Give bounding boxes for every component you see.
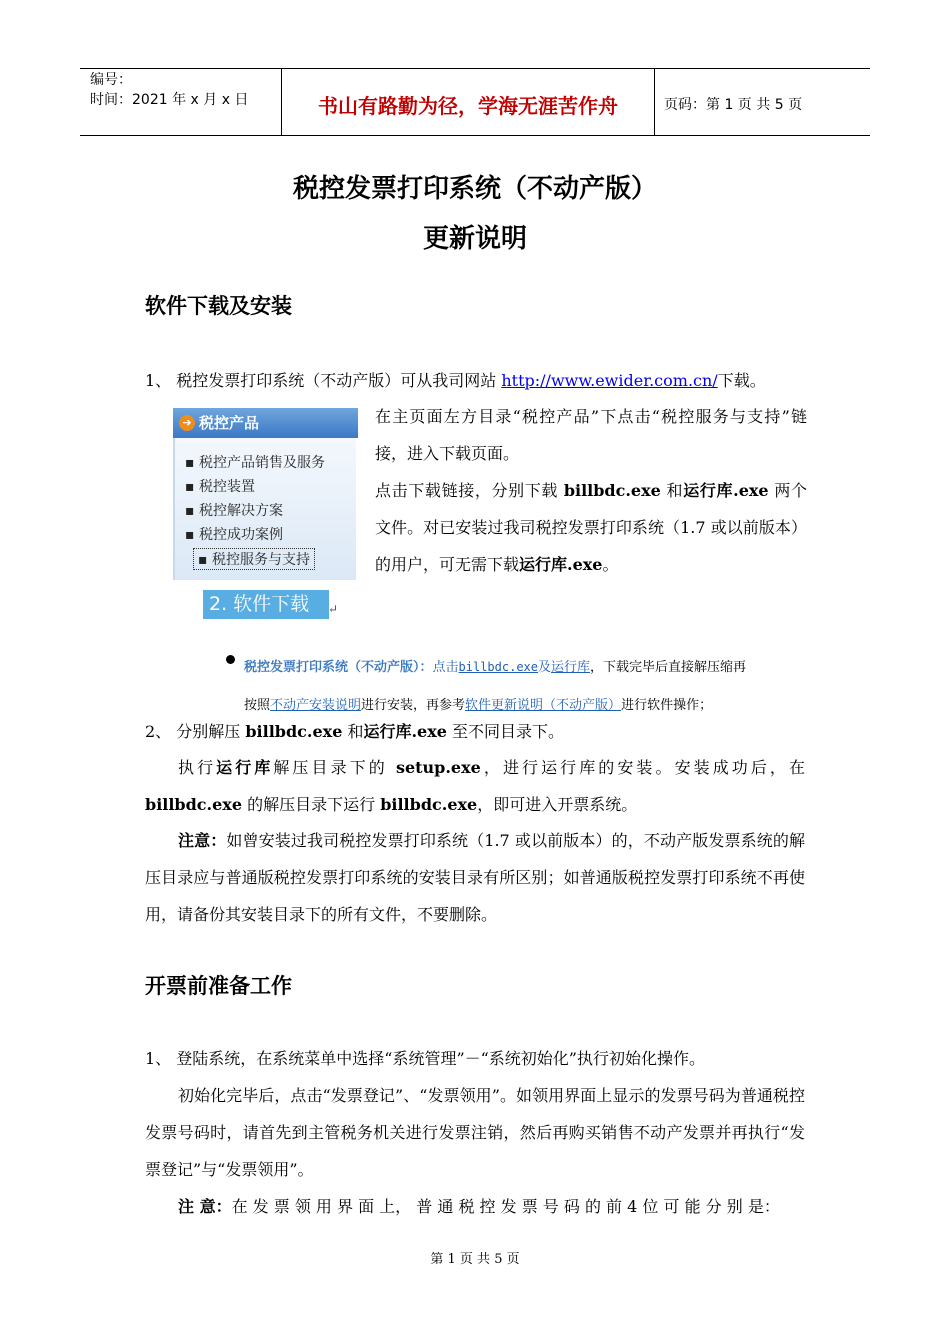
- doc-subtitle: 更新说明: [422, 224, 527, 254]
- download-bullet: 税控发票打印系统（不动产版）：点击billbdc.exe及运行库，下载完毕后直接解压缩再 按照不动产安装说明进行安装，再参考软件更新说明（不动产版）进行软件操作；: [244, 660, 747, 713]
- menu-header: [173, 408, 358, 438]
- software-download-button[interactable]: 2. 软件下载: [203, 590, 329, 619]
- menu-item[interactable]: ▪ 税控成功案例: [185, 527, 283, 543]
- header-meta: [90, 70, 248, 110]
- page-footer: 第 1 页 共 5 页: [430, 1252, 520, 1267]
- section-heading-download: 软件下载及安装: [145, 294, 292, 318]
- menu-body: [173, 438, 356, 580]
- menu-title: 税控产品: [199, 414, 260, 432]
- step-2-extract: 2、 分别解压 billbdc.exe 和运行库.exe 至不同目录下。: [145, 722, 565, 741]
- install-note: 注意：如曾安装过我司税控发票打印系统（1.7 或以前版本）的，不动产版发票系统的解压目录应与普通版税控发票打印系统的安装目录有所区别；如普通版税控发票打印系统不再使用，请备份其安装目录下的所有文件，不要删除。: [145, 831, 805, 924]
- step-1-download: 1、 税控发票打印系统（不动产版）可从我司网站 http://www.ewider.com.cn/下载。: [145, 371, 766, 390]
- return-mark-icon: ↵: [328, 602, 339, 616]
- section-heading-preparation: 开票前准备工作: [145, 974, 292, 998]
- header-rule-top: [80, 68, 870, 69]
- runtime-install-paragraph: 执行运行库解压目录下的 setup.exe，进行运行库的安装。安装成功后，在 billbdc.exe 的解压目录下运行 billbdc.exe，即可进入开票系统。: [145, 758, 805, 814]
- menu-item[interactable]: ▪ 税控产品销售及服务: [185, 455, 325, 471]
- header-page-info: 页码：第 1 页 共 5 页: [664, 97, 803, 113]
- doc-number-label: 编号：: [90, 72, 132, 88]
- menu-item-selected[interactable]: ▪ 税控服务与支持: [193, 548, 315, 570]
- download-instructions: [375, 398, 807, 583]
- website-link[interactable]: http://www.ewider.com.cn/: [501, 371, 718, 390]
- menu-item[interactable]: ▪ 税控解决方案: [185, 503, 283, 519]
- doc-title: 税控发票打印系统（不动产版）: [292, 174, 657, 204]
- prep-paragraph: 初始化完毕后，点击“发票登记”、“发票领用”。如领用界面上显示的发票号码为普通税控发票号码时，请首先到主管税务机关进行发票注销，然后再购买销售不动产发票并再执行“发票登记”与“发票领用”。: [145, 1086, 805, 1179]
- header-rule-bottom: [80, 135, 870, 136]
- prep-note: 注 意：在 发 票 领 用 界 面 上， 普 通 税 控 发 票 号 码 的 前 4 位 可 能 分 别 是：: [178, 1197, 780, 1216]
- instruction-paragraph: 在主页面左方目录“税控产品”下点击“税控服务与支持”链接，进入下载页面。: [375, 407, 807, 463]
- billbdc-link[interactable]: billbdc.exe: [458, 660, 539, 674]
- header-divider: [654, 68, 655, 135]
- runtime-link[interactable]: 运行库: [551, 660, 591, 675]
- product-menu-screenshot: [173, 408, 358, 580]
- update-guide-link[interactable]: 软件更新说明（不动产版）: [465, 698, 622, 713]
- arrow-right-icon: ➔: [179, 415, 195, 431]
- instruction-paragraph: 点击下载链接，分别下载 billbdc.exe 和运行库.exe 两个文件。对已安装过我司税控发票打印系统（1.7 或以前版本）的用户，可无需下载运行库.exe。: [375, 481, 807, 574]
- doc-date-label: 时间：2021 年 x 月 x 日: [90, 92, 249, 108]
- install-guide-link[interactable]: 不动产安装说明: [270, 698, 362, 713]
- header-motto: 书山有路勤为径，学海无涯苦作舟: [318, 94, 618, 118]
- menu-item[interactable]: ▪ 税控装置: [185, 479, 255, 495]
- prep-step-1: 1、 登陆系统，在系统菜单中选择“系统管理”－“系统初始化”执行初始化操作。: [145, 1049, 705, 1068]
